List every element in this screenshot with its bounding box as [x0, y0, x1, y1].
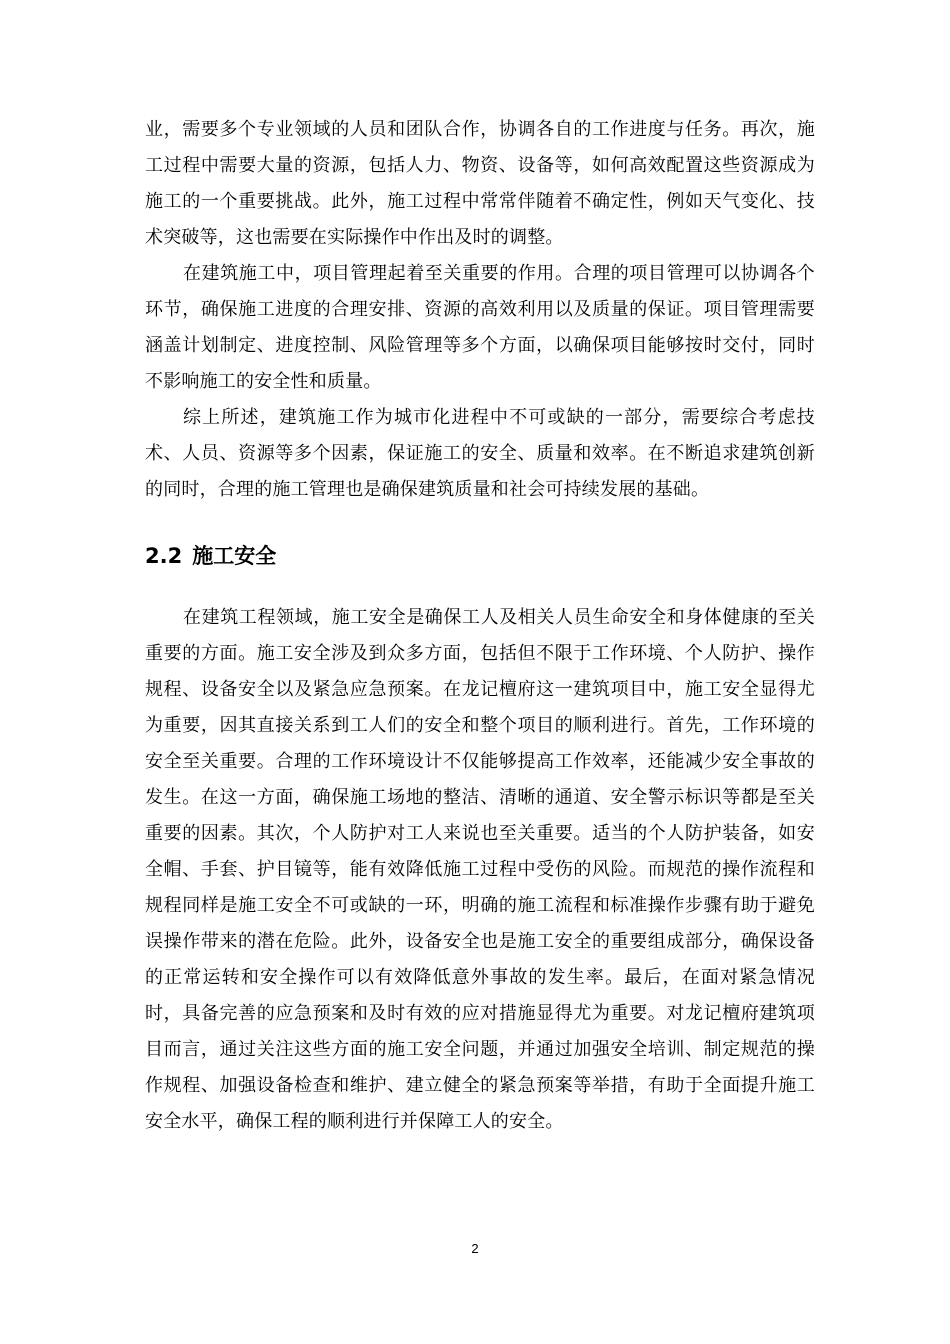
page-number: 2	[471, 1241, 479, 1256]
paragraph-continuation: 业，需要多个专业领域的人员和团队合作，协调各自的工作进度与任务。再次，施工过程中需要大量的资源，包括人力、物资、设备等，如何高效配置这些资源成为施工的一个重要挑战。此外，施工过程中常常伴随着不确定性，例如天气变化、技术突破等，这也需要在实际操作中作出及时的调整。	[145, 119, 815, 248]
section-heading	[145, 538, 815, 574]
section-number: 2.2	[145, 544, 183, 568]
paragraph-construction-safety: 在建筑工程领域，施工安全是确保工人及相关人员生命安全和身体健康的至关重要的方面。施工安全涉及到众多方面，包括但不限于工作环境、个人防护、操作规程、设备安全以及紧急应急预案。在龙记檀府这一建筑项目中，施工安全显得尤为重要，因其直接关系到工人们的安全和整个项目的顺利进行。首先，工作环境的安全至关重要。合理的工作环境设计不仅能够提高工作效率，还能减少安全事故的发生。在这一方面，确保施工场地的整洁、清晰的通道、安全警示标识等都是至关重要的因素。其次，个人防护对工人来说也至关重要。适当的个人防护装备，如安全帽、手套、护目镜等，能有效降低施工过程中受伤的风险。而规范的操作流程和规程同样是施工安全不可或缺的一环，明确的施工流程和标准操作步骤有助于避免误操作带来的潜在危险。此外，设备安全也是施工安全的重要组成部分，确保设备的正常运转和安全操作可以有效降低意外事故的发生率。最后，在面对紧急情况时，具备完善的应急预案和及时有效的应对措施显得尤为重要。对龙记檀府建筑项目而言，通过关注这些方面的施工安全问题，并通过加强安全培训、制定规范的操作规程、加强设备检查和维护、建立健全的紧急预案等举措，有助于全面提升施工安全水平，确保工程的顺利进行并保障工人的安全。	[145, 607, 815, 1132]
paragraph-summary: 综上所述，建筑施工作为城市化进程中不可或缺的一部分，需要综合考虑技术、人员、资源等多个因素，保证施工的安全、质量和效率。在不断追求建筑创新的同时，合理的施工管理也是确保建筑质量和社会可持续发展的基础。	[145, 407, 815, 500]
page-content	[145, 112, 815, 1140]
section-title: 施工安全	[192, 544, 277, 568]
paragraph-project-management: 在建筑施工中，项目管理起着至关重要的作用。合理的项目管理可以协调各个环节，确保施工进度的合理安排、资源的高效利用以及质量的保证。项目管理需要涵盖计划制定、进度控制、风险管理等多个方面，以确保项目能够按时交付，同时不影响施工的安全性和质量。	[145, 263, 815, 392]
